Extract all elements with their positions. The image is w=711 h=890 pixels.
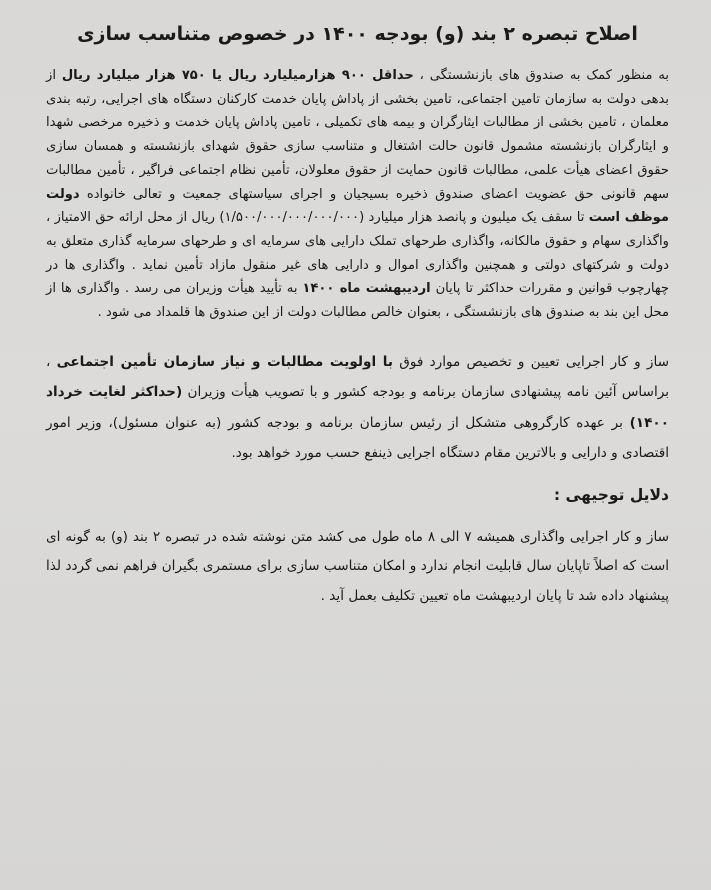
paragraph2-body-a: ، براساس آئین نامه پیشنهادی سازمان برنامه و بودجه کشور و با تصویب هیأت وزیران: [46, 353, 670, 401]
document-title: اصلاح تبصره ۲ بند (و) بودجه ۱۴۰۰ در خصوص متناسب سازی: [77, 23, 638, 45]
explanation-heading: دلایل توجیهی :: [553, 485, 669, 504]
mechanism-paragraph: [46, 347, 669, 469]
paragraph1-bold-duty: دولت موظف است: [46, 186, 669, 226]
paragraph1-bold-amount: حداقل ۹۰۰ هزارمیلیارد ریال یا ۷۵۰ هزار میلیارد ریال: [61, 68, 414, 83]
paragraph2-body-b: بر عهده کارگروهی متشکل از رئیس سازمان برنامه و بودجه کشور (به عنوان مسئول)، وزیر امور اقتصادی و دارایی و بالاترین مقام دستگاه اجرایی ذینفع حسب مورد خواهد بود.: [46, 414, 669, 462]
main-paragraph: [46, 64, 669, 325]
explanation-paragraph: ساز و کار اجرایی واگذاری همیشه ۷ الی ۸ ماه طول می کشد متن نوشته شده در تبصره ۲ بند (و) به گونه ای است که اصلاً تاپایان سال قابلیت انجام ندارد و امکان متناسب سازی برای مستمری بگیران فراهم نمی گردد لذا پیشنهاد داده شد تا پایان اردیبهشت ماه تعیین تکلیف بعمل آید .: [46, 528, 669, 604]
paragraph1-body-b: تا سقف یک میلیون و پانصد هزار میلیارد (۱/۵۰۰/۰۰۰/۰۰۰/۰۰۰/۰۰۰) ریال از محل ارائه حق الامتیاز ، واگذاری سهام و حقوق مالکانه، واگذاری طرحهای تملک دارایی های سرمایه ای و طرحهای سرمایه گذاری متعلق به دولت و شرکتهای دولتی و همچنین واگذاری اموال و دارایی های غیر منقول مازاد تأمین نماید . واگذاری ها در چهارچوب قوانین و مقررات حداکثر تا پایان: [46, 210, 669, 297]
paragraph1-intro: به منظور کمک به صندوق های بازنشستگی ،: [419, 68, 669, 83]
paragraph1-body-a: از بدهی دولت به سازمان تامین اجتماعی، تامین بخشی از پاداش پایان خدمت کارکنان دستگاه های اجرایی، رتبه بندی معلمان ، تامین بخشی از مطالبات ایثارگران و بیمه های تکمیلی ، تامین پاداش پایان خدمت و ذخیره مرخصی شهدا و ایثارگران بازنشسته مشمول قانون حالت اشتغال و متناسب سازی حقوق شهدای بازنشسته و همسان سازی حقوق اعضای هیأت علمی، مطالبات قانون حمایت از حقوق معلولان، تأمین نظام اجتماعی فراگیر ، تأمین مطالبات سهم قانونی حق عضویت اعضای صندوق ذخیره بسیجیان و اجرای سیاستهای جمعیت و تعالی خانواده: [46, 68, 669, 202]
paragraph1-bold-deadline: اردیبهشت ماه ۱۴۰۰: [302, 281, 431, 297]
paragraph1-body-c: به تأیید هیأت وزیران می رسد . واگذاری ها از محل این بند به صندوق های بازنشستگی ، بعنوان خالص مطالبات دولت از این صندوق ها قلمداد می شود .: [46, 281, 669, 321]
paragraph2-bold-priority: با اولویت مطالبات و نیاز سازمان تأمین اجتماعی: [56, 353, 394, 370]
paragraph2-bold-deadline: (حداکثر لغایت خرداد ۱۴۰۰): [46, 384, 669, 431]
paragraph2-intro: ساز و کار اجرایی تعیین و تخصیص موارد فوق: [399, 353, 669, 370]
